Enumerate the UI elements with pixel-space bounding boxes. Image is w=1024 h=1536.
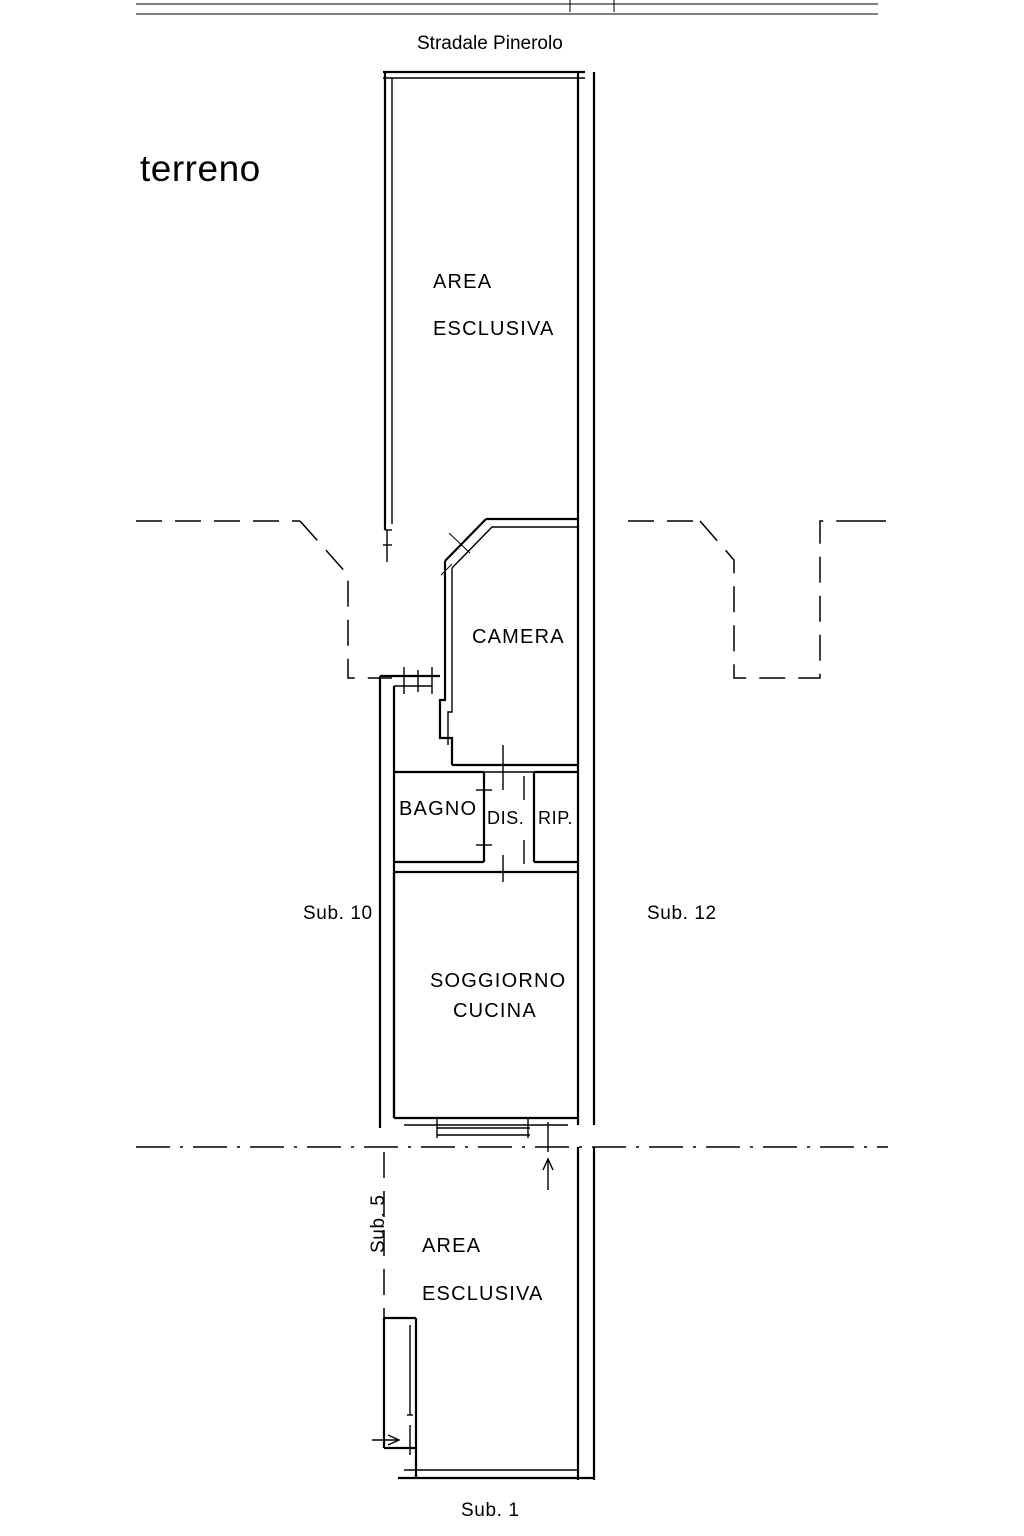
room-label-cucina: CUCINA — [453, 1000, 537, 1022]
street-label: Stradale Pinerolo — [417, 33, 563, 54]
apartment-left-wall — [380, 667, 440, 1128]
room-label-area-top: AREA — [433, 271, 493, 293]
room-label-bagno: BAGNO — [399, 798, 478, 820]
room-label-dis: DIS. — [487, 808, 525, 828]
camera-room-outline — [440, 519, 578, 790]
room-label-esclusiva-bottom: ESCLUSIVA — [422, 1283, 544, 1305]
entrance-arrow-right — [372, 1435, 399, 1445]
area-esclusiva-bottom-outline — [384, 1147, 594, 1480]
floor-label: terreno — [140, 148, 261, 189]
sheet-top-border — [136, 0, 878, 14]
sub-label-5: Sub. 5 — [368, 1194, 389, 1253]
sub-label-10: Sub. 10 — [303, 903, 373, 924]
room-label-camera: CAMERA — [472, 626, 565, 648]
property-line-upper — [136, 521, 888, 678]
area-esclusiva-top-outline — [383, 72, 594, 1125]
sub-label-12: Sub. 12 — [647, 903, 717, 924]
room-label-area-bottom: AREA — [422, 1235, 482, 1257]
room-label-rip: RIP. — [538, 808, 574, 828]
room-label-esclusiva-top: ESCLUSIVA — [433, 318, 555, 340]
room-label-soggiorno: SOGGIORNO — [430, 970, 567, 992]
entrance-arrow-up — [543, 1159, 553, 1190]
sub-label-1: Sub. 1 — [461, 1500, 520, 1521]
